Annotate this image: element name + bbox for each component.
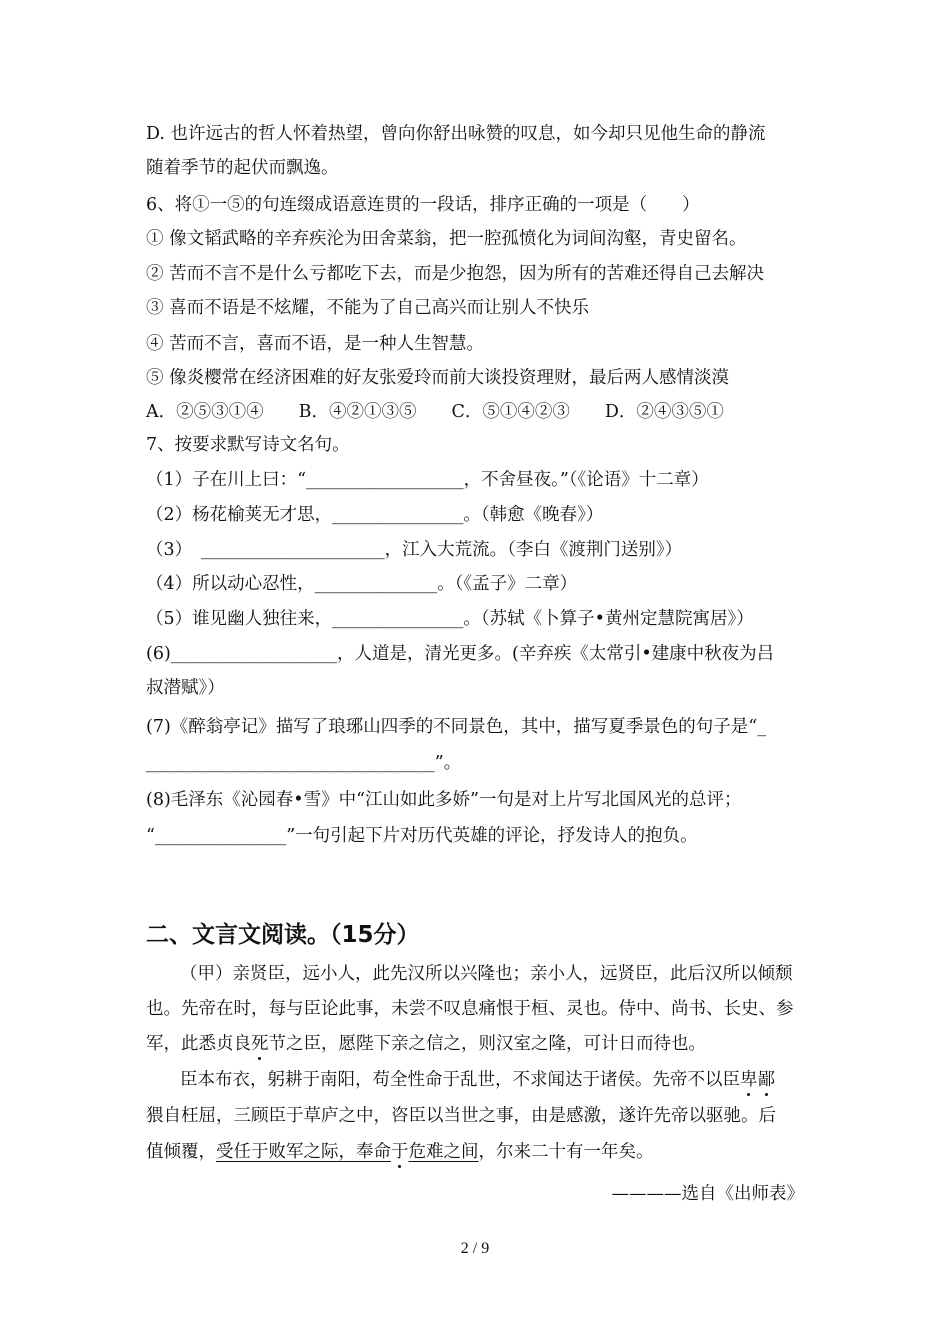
section-heading: 二、文言文阅读。（15分） bbox=[146, 922, 420, 948]
passage-text: 臣本布衣，躬耕于南阳，苟全性命于乱世，不求闻达于诸侯。先帝不以臣 bbox=[180, 1070, 740, 1090]
passage-text: 值倾覆， bbox=[146, 1142, 216, 1162]
passage-p2-line-3 bbox=[146, 1140, 654, 1164]
passage-p1-line-2: 也。先帝在时，每与臣论此事，未尝不叹息痛恨于桓、灵也。侍中、尚书、长史、参 bbox=[146, 999, 794, 1019]
question-7-item-2: （2）杨花榆荚无才思，_______________。（韩愈《晚春》） bbox=[146, 505, 604, 525]
underlined-phrase: 危难之间 bbox=[408, 1142, 479, 1162]
question-6-stem: 6、将①一⑤的句连缀成语意连贯的一段话，排序正确的一项是（ ） bbox=[146, 195, 700, 215]
emphasis-dot-word: 死 bbox=[251, 1034, 269, 1054]
passage-p2-line-2: 猥自枉屈，三顾臣于草庐之中，咨臣以当世之事，由是感激，遂许先帝以驱驰。后 bbox=[146, 1106, 776, 1126]
underlined-phrase: 受任于败军之际，奉命 bbox=[216, 1142, 391, 1162]
emphasis-dot-word: 卑 bbox=[740, 1070, 758, 1090]
emphasis-dot-word: 于 bbox=[391, 1142, 409, 1162]
question-7-item-4: （4）所以动心忍性，______________。（《孟子》二章） bbox=[146, 574, 578, 594]
option-d-line-1: D. 也许远古的哲人怀着热望，曾向你舒出咏赞的叹息，如今却只见他生命的静流 bbox=[146, 124, 766, 144]
passage-text: ，尔来二十有一年矣。 bbox=[478, 1142, 654, 1162]
question-7-item-8-line-1: (8)毛泽东《沁园春•雪》中“江山如此多娇”一句是对上片写北国风光的总评； bbox=[146, 790, 742, 810]
question-7-item-6-line-1: (6)___________________，人道是，清光更多。(辛弃疾《太常引•建康中秋夜为吕 bbox=[146, 644, 775, 664]
sentence-3: ③ 喜而不语是不炫耀，不能为了自己高兴而让别人不快乐 bbox=[146, 298, 590, 318]
passage-p2-line-1 bbox=[180, 1068, 775, 1092]
passage-p1-line-1: （甲）亲贤臣，远小人，此先汉所以兴隆也；亲小人，远贤臣，此后汉所以倾颓 bbox=[180, 964, 793, 984]
sentence-5: ⑤ 像炎樱常在经济困难的好友张爱玲而前大谈投资理财，最后两人感情淡漠 bbox=[146, 368, 730, 388]
option-d-line-2: 随着季节的起伏而飘逸。 bbox=[146, 158, 339, 178]
question-6-options: A．②⑤③①④ B．④②①③⑤ C．⑤①④②③ D．②④③⑤① bbox=[146, 402, 724, 422]
question-7-item-5: （5）谁见幽人独往来，_______________。（苏轼《卜算子•黄州定慧院寓居》） bbox=[146, 609, 754, 629]
passage-source: ————选自《出师表》 bbox=[611, 1184, 804, 1204]
page-number: 2 / 9 bbox=[460, 1240, 490, 1257]
question-7-stem: 7、按要求默写诗文名句。 bbox=[146, 435, 350, 455]
passage-text: 节之臣，愿陛下亲之信之，则汉室之隆，可计日而待也。 bbox=[268, 1034, 706, 1054]
question-7-item-7-line-2: _________________________________”。 bbox=[146, 753, 462, 773]
question-7-item-1: （1）子在川上曰：“__________________，不舍昼夜。”（《论语》十二章） bbox=[146, 470, 709, 490]
question-7-item-6-line-2: 叔潜赋》） bbox=[146, 678, 225, 698]
question-7-item-3: （3） _____________________，江入大荒流。（李白《渡荆门送别》） bbox=[146, 540, 683, 560]
sentence-2: ② 苦而不言不是什么亏都吃下去，而是少抱怨，因为所有的苦难还得自己去解决 bbox=[146, 264, 765, 284]
sentence-4: ④ 苦而不言，喜而不语，是一种人生智慧。 bbox=[146, 334, 485, 354]
sentence-1: ① 像文韬武略的辛弃疾沦为田舍菜翁，把一腔孤愤化为词间沟壑，青史留名。 bbox=[146, 229, 747, 249]
passage-p1-line-3 bbox=[146, 1032, 706, 1056]
question-7-item-7-line-1: (7)《醉翁亭记》描写了琅琊山四季的不同景色，其中，描写夏季景色的句子是“_ bbox=[146, 717, 766, 737]
question-7-item-8-line-2: “_______________”一句引起下片对历代英雄的评论，抒发诗人的抱负。 bbox=[146, 826, 698, 846]
passage-text: 军，此悉贞良 bbox=[146, 1034, 251, 1054]
emphasis-dot-word: 鄙 bbox=[757, 1070, 775, 1090]
